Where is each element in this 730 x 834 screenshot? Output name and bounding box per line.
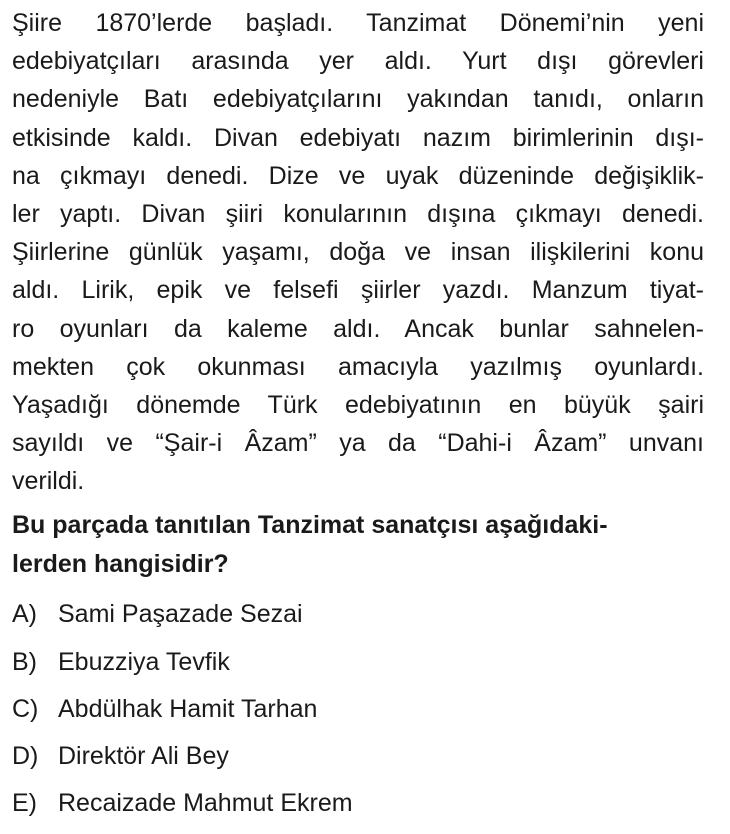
passage-line: ro oyunları da kaleme aldı. Ancak bunlar sahnelen- — [12, 314, 704, 343]
option-text: Sami Paşazade Sezai — [58, 600, 303, 629]
option-d[interactable] — [12, 733, 704, 780]
passage-line: ler yaptı. Divan şiiri konularının dışına çıkmayı denedi. — [12, 199, 704, 228]
question-line: Bu parçada tanıtılan Tanzimat sanatçısı aşağıdaki- — [12, 511, 608, 540]
option-b[interactable] — [12, 639, 704, 686]
answer-options — [12, 591, 704, 827]
passage-line: mekten çok okunması amacıyla yazılmış oyunlardı. — [12, 352, 704, 381]
passage-line: Şiirlerine günlük yaşamı, doğa ve insan ilişkilerini konu — [12, 238, 704, 267]
question-stem — [12, 506, 704, 583]
option-a[interactable] — [12, 591, 704, 638]
option-text: Abdülhak Hamit Tarhan — [58, 694, 318, 723]
passage-text — [12, 4, 704, 500]
passage-line: edebiyatçıları arasında yer aldı. Yurt dışı görevleri — [12, 47, 704, 76]
question-line: lerden hangisidir? — [12, 549, 229, 578]
option-e[interactable] — [12, 780, 704, 827]
option-letter: C) — [12, 694, 39, 723]
option-letter: A) — [12, 600, 37, 629]
option-c[interactable] — [12, 686, 704, 733]
passage-line: aldı. Lirik, epik ve felsefi şiirler yazdı. Manzum tiyat- — [12, 276, 704, 305]
option-text: Recaizade Mahmut Ekrem — [58, 789, 353, 818]
passage-line: verildi. — [12, 467, 85, 496]
option-text: Direktör Ali Bey — [58, 742, 229, 771]
passage-line: nedeniyle Batı edebiyatçılarını yakından tanıdı, onların — [12, 85, 704, 114]
question-page — [12, 4, 704, 828]
option-letter: E) — [12, 789, 37, 818]
passage-line: etkisinde kaldı. Divan edebiyatı nazım birimlerinin dışı- — [12, 123, 704, 152]
passage-line: Şiire 1870’lerde başladı. Tanzimat Dönemi’nin yeni — [12, 9, 704, 37]
option-letter: B) — [12, 647, 37, 676]
option-text: Ebuzziya Tevfik — [58, 647, 230, 676]
passage-line: na çıkmayı denedi. Dize ve uyak düzeninde değişiklik- — [12, 161, 704, 190]
option-letter: D) — [12, 742, 39, 771]
passage-line: sayıldı ve “Şair-i Âzam” ya da “Dahi-i Âzam” unvanı — [12, 429, 704, 458]
passage-line: Yaşadığı dönemde Türk edebiyatının en büyük şairi — [12, 390, 704, 419]
